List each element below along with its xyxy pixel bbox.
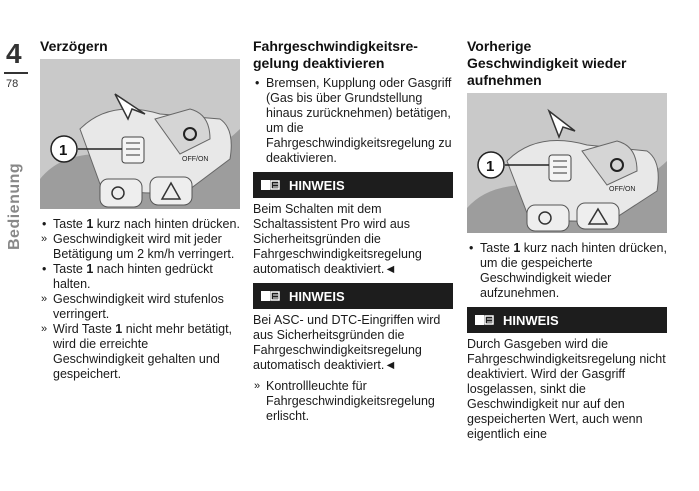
note-icon: [475, 313, 495, 327]
note-title: HINWEIS: [289, 288, 345, 304]
heading-decelerate: Verzögern: [40, 38, 108, 54]
note-header: [253, 172, 453, 198]
list-item: • Taste 1 kurz nach hinten drücken.: [40, 217, 240, 232]
column-deactivate: [253, 38, 453, 424]
chapter-number: 4: [6, 38, 22, 69]
handlebar-switch-illustration: [40, 59, 240, 209]
decelerate-steps: [40, 217, 240, 382]
callout-label: 1: [59, 142, 68, 159]
handlebar-switch-illustration: [467, 93, 667, 233]
deactivate-steps: [253, 76, 453, 166]
list-item: » Wird Taste 1 nicht mehr betätigt, wird die erreichte Geschwindigkeit gehalten und gespeichert.: [40, 322, 240, 382]
offon-label: OFF/ON: [609, 186, 636, 193]
list-item: » Geschwindigkeit wird stufenlos verringert.: [40, 292, 240, 322]
heading-deactivate: Fahrgeschwindigkeitsre- gelung deaktivieren: [253, 38, 418, 71]
note-text: Bei ASC- und DTC-Eingriffen wird aus Sicherheitsgründen die Fahrgeschwindigkeitsregelung automatisch deaktiviert.◄: [253, 313, 441, 372]
callout-label: 1: [486, 158, 495, 175]
note-title: HINWEIS: [503, 312, 559, 328]
list-item: » Kontrollleuchte für Fahrgeschwindigkeitsregelung erlischt.: [253, 379, 453, 424]
column-decelerate: [40, 38, 240, 382]
resume-steps: [467, 241, 667, 301]
page-number: 78: [6, 78, 19, 90]
deactivate-results: [253, 379, 453, 424]
handlebar-switch-figure: [40, 59, 240, 209]
list-item: • Taste 1 nach hinten gedrückt halten.: [40, 262, 240, 292]
list-item: • Bremsen, Kupplung oder Gasgriff (Gas bis über Grundstellung hinaus zurücknehmen) betätigen, um die Fahrgeschwindigkeitsregelung zu deaktivieren.: [253, 76, 453, 166]
note-icon: [261, 289, 281, 303]
note-text: Beim Schalten mit dem Schaltassistent Pro wird aus Sicherheitsgründen die Fahrgeschwindigkeitsregelung automatisch deaktiviert.◄: [253, 202, 422, 276]
column-resume: [467, 38, 667, 448]
note-icon: [261, 178, 281, 192]
list-item: » Geschwindigkeit wird mit jeder Betätigung um 2 km/h verringert.: [40, 232, 240, 262]
handlebar-switch-figure: [467, 93, 667, 233]
section-label: Bedienung: [6, 162, 23, 250]
note-text: Durch Gasgeben wird die Fahrgeschwindigkeitsregelung nicht deaktiviert. Wird der Gasgriff losgelassen, sinkt die Geschwindigkeit nur auf den gespeicherten Wert, auch wenn eigentlich eine: [467, 337, 666, 441]
note-header: [467, 307, 667, 333]
offon-label: OFF/ON: [182, 156, 209, 163]
note-header: [253, 283, 453, 309]
list-item: • Taste 1 kurz nach hinten drücken, um die gespeicherte Geschwindigkeit wieder aufzunehmen.: [467, 241, 667, 301]
heading-resume: Vorherige Geschwindigkeit wieder aufnehmen: [467, 38, 627, 88]
section-tab: [6, 160, 26, 250]
chapter-divider: [4, 72, 28, 74]
note-title: HINWEIS: [289, 177, 345, 193]
